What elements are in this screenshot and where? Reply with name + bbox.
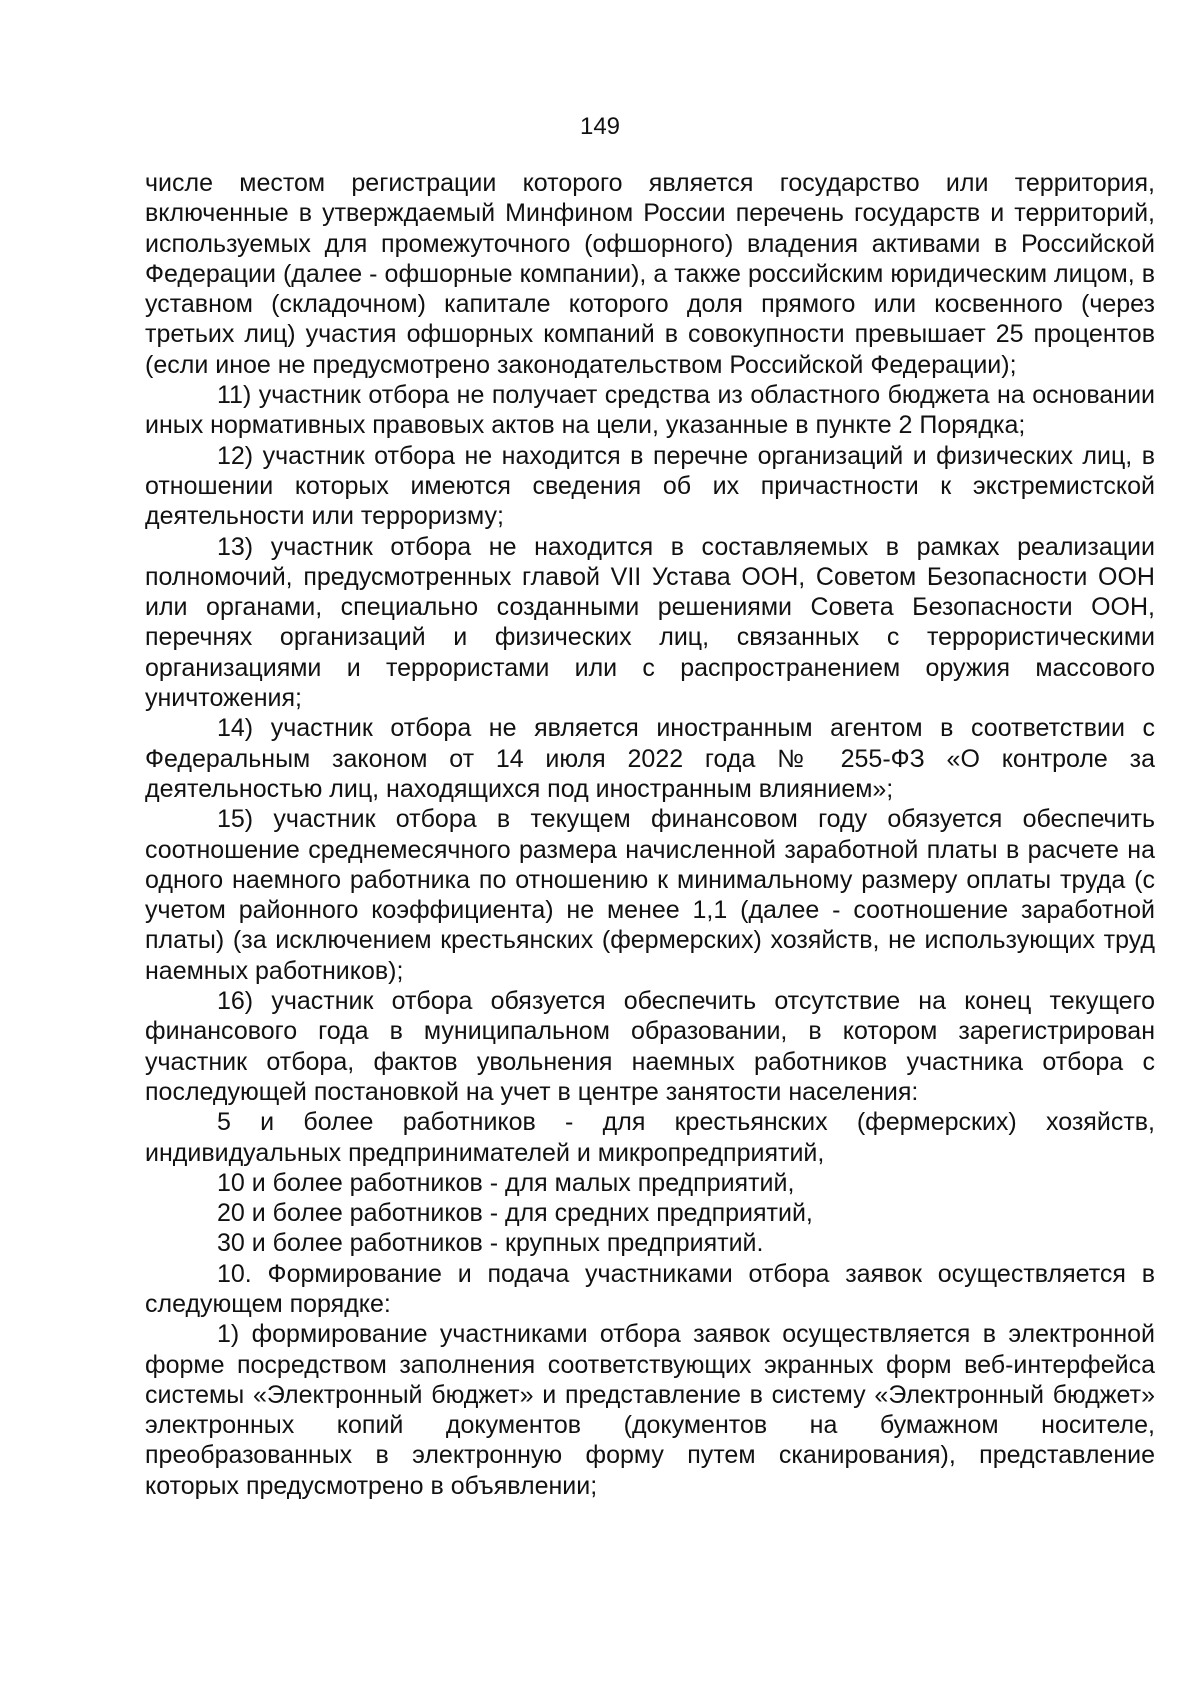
paragraph-continuation: числе местом регистрации которого является государство или территория, включенные в утверждаемый Минфином России перечень государств и территорий, используемых для промежуточного (офшорного) владения активами в Российской Федерации (далее - офшорные компании), а также российским юридическим лицом, в уставном (складочном) капитале которого доля прямого или косвенного (через третьих лиц) участия офшорных компаний в совокупности превышает 25 процентов (если иное не предусмотрено законодательством Российской Федерации); [145,169,1155,379]
page-number: 149 [579,113,621,140]
paragraph-item-12: 12) участник отбора не находится в перечне организаций и физических лиц, в отношении которых имеются сведения об их причастности к экстремистской деятельности или терроризму; [145,441,1155,531]
paragraph-threshold-micro: 5 и более работников - для крестьянских (фермерских) хозяйств, индивидуальных предпринимателей и микропредприятий, [145,1108,1155,1167]
paragraph-item-13: 13) участник отбора не находится в составляемых в рамках реализации полномочий, предусмотренных главой VII Устава ООН, Советом Безопасности ООН или органами, специально созданными решениями Совета Безопасности ООН, перечнях организаций и физических лиц, связанных с террористическими организациями и террористами или с распространением оружия массового уничтожения; [145,532,1155,713]
paragraph-section-10-item-1: 1) формирование участниками отбора заявок осуществляется в электронной форме посредством заполнения соответствующих экранных форм веб-интерфейса системы «Электронный бюджет» и представление в систему «Электронный бюджет» электронных копий документов (документов на бумажном носителе, преобразованных в электронную форму путем сканирования), представление которых предусмотрено в объявлении; [145,1320,1155,1500]
paragraph-item-14: 14) участник отбора не является иностранным агентом в соответствии с Федеральным законом от 14 июля 2022 года № 255-ФЗ «О контроле за деятельностью лиц, находящихся под иностранным влиянием»; [145,714,1155,803]
paragraph-item-11: 11) участник отбора не получает средства из областного бюджета на основании иных нормативных правовых актов на цели, указанные в пункте 2 Порядка; [145,381,1155,440]
paragraph-threshold-small: 10 и более работников - для малых предприятий, [217,1168,795,1197]
paragraph-section-10: 10. Формирование и подача участниками отбора заявок осуществляется в следующем порядке: [145,1259,1155,1318]
document-body [145,168,1155,1501]
paragraph-threshold-large: 30 и более работников - крупных предприятий. [217,1229,764,1258]
paragraph-item-16: 16) участник отбора обязуется обеспечить отсутствие на конец текущего финансового года в муниципальном образовании, в котором зарегистрирован участник отбора, фактов увольнения наемных работников участника отбора с последующей постановкой на учет в центре занятости населения: [145,987,1155,1106]
paragraph-threshold-medium: 20 и более работников - для средних предприятий, [217,1199,813,1228]
paragraph-item-15: 15) участник отбора в текущем финансовом году обязуется обеспечить соотношение среднемесячного размера начисленной заработной платы в расчете на одного наемного работника по отношению к минимальному размеру оплаты труда (с учетом районного коэффициента) не менее 1,1 (далее - соотношение заработной платы) (за исключением крестьянских (фермерских) хозяйств, не использующих труд наемных работников); [145,805,1155,985]
